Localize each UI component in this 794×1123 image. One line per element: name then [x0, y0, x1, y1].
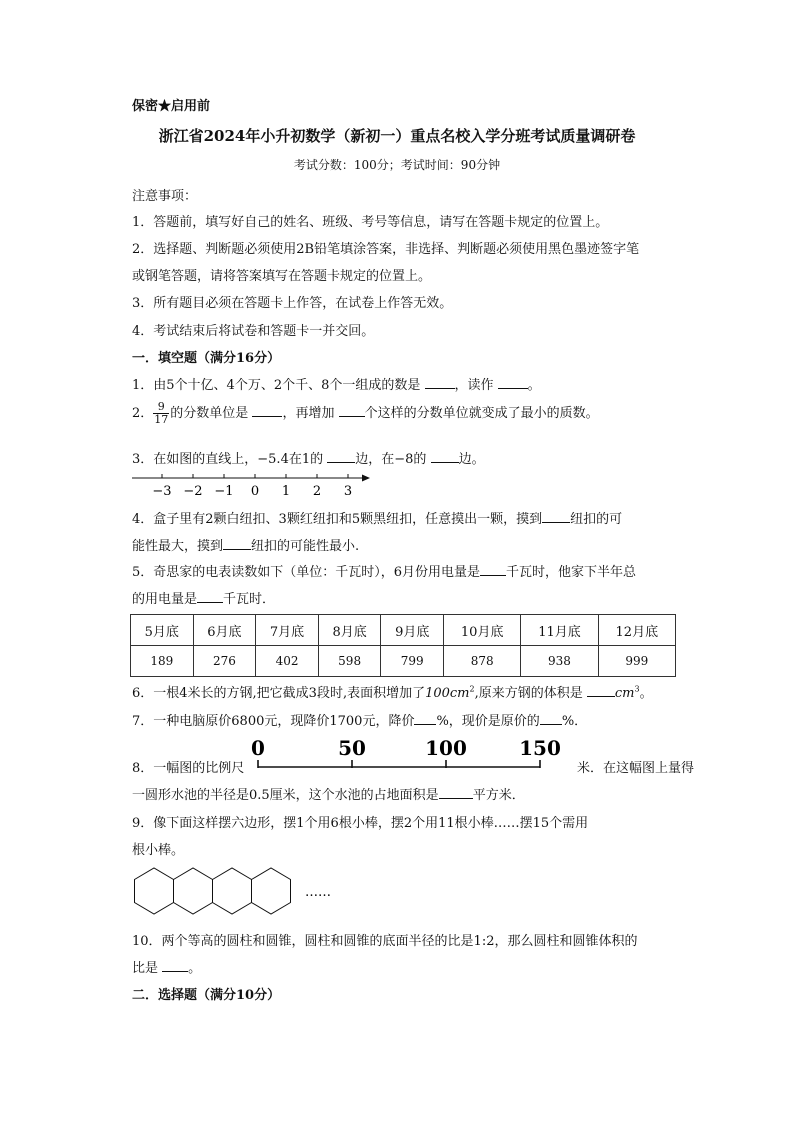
answer-blank[interactable]	[425, 376, 455, 389]
answer-blank[interactable]	[480, 563, 506, 576]
question-5-line1: 5．奇思家的电表读数如下（单位：千瓦时），6月份用电量是 千瓦时，他家下半年总	[132, 565, 637, 580]
note-2-line2: 或钢笔答题，请将答案填写在答题卡规定的位置上。	[132, 269, 432, 284]
number-line-label: 3	[343, 484, 353, 499]
answer-blank[interactable]	[197, 590, 223, 603]
answer-blank[interactable]	[587, 684, 615, 697]
table-cell: 938	[521, 646, 598, 677]
answer-blank[interactable]	[339, 404, 365, 417]
answer-blank[interactable]	[223, 537, 251, 550]
question-3: 3．在如图的直线上，−5.4在1的 边，在−8的 边。	[132, 452, 485, 467]
table-cell: 402	[256, 646, 319, 677]
table-row-months	[131, 615, 676, 646]
question-9-line1: 9．像下面这样摆六边形，摆1个用6根小棒，摆2个用11根小棒……摆15个需用	[132, 816, 589, 831]
scale-label: 0	[251, 736, 265, 760]
question-7: 7．一种电脑原价6800元，现降价1700元，降价 %，现价是原价的 %．	[132, 714, 588, 729]
note-2-line1: 2．选择题、判断题必须使用2B铅笔填涂答案，非选择、判断题必须使用黑色墨迹签字笔	[132, 242, 640, 257]
note-3: 3．所有题目必须在答题卡上作答，在试卷上作答无效。	[132, 296, 453, 311]
question-8-unit: 米．在这幅图上量得	[577, 761, 695, 776]
question-8-label: 8．一幅图的比例尺	[132, 761, 245, 776]
answer-blank[interactable]	[439, 786, 473, 799]
ellipsis-dots: ……	[305, 885, 331, 900]
question-1: 1．由5个十亿、4个万、2个千、8个一组成的数是 ，读作 。	[132, 378, 541, 393]
number-line	[130, 470, 380, 502]
number-line-label: −2	[183, 484, 203, 499]
answer-blank[interactable]	[431, 450, 459, 463]
question-5-line2: 的用电量是 千瓦时．	[132, 592, 276, 607]
table-cell: 10月底	[444, 615, 521, 646]
table-cell: 11月底	[521, 615, 598, 646]
answer-blank[interactable]	[414, 712, 436, 725]
number-line-label: 1	[281, 484, 291, 499]
answer-blank[interactable]	[498, 376, 528, 389]
answer-blank[interactable]	[162, 959, 188, 972]
scale-label: 50	[338, 736, 366, 760]
answer-blank[interactable]	[327, 450, 355, 463]
hexagon-shape	[213, 868, 252, 914]
number-line-label: 0	[250, 484, 260, 499]
table-cell: 7月底	[256, 615, 319, 646]
answer-blank[interactable]	[252, 404, 282, 417]
notes-heading: 注意事项：	[132, 189, 198, 204]
note-4: 4．考试结束后将试卷和答题卡一并交回。	[132, 324, 375, 339]
exam-info: 考试分数：100分；考试时间：90分钟	[293, 158, 501, 172]
scale-label: 100	[425, 736, 467, 760]
table-cell: 5月底	[131, 615, 194, 646]
question-2: 2． $\frac{9}{17}$ 的分数单位是 ，再增加 个这样的分数单位就变成了最小的质数。	[132, 400, 599, 426]
question-9-line2: 根小棒。	[132, 843, 185, 858]
scale-label: 150	[519, 736, 561, 760]
note-1: 1．答题前，填写好自己的姓名、班级、考号等信息，请写在答题卡规定的位置上。	[132, 215, 609, 230]
hexagon-figure	[130, 864, 350, 920]
meter-reading-table	[130, 614, 676, 677]
table-cell: 8月底	[318, 615, 381, 646]
question-6: 6．一根4米长的方钢,把它截成3段时,表面积增加了$100cm^2$,原来方钢的体积是 $cm^3$。	[132, 684, 653, 701]
number-line-label: −3	[152, 484, 172, 499]
answer-blank[interactable]	[540, 712, 562, 725]
table-cell: 799	[381, 646, 444, 677]
hexagon-shape	[252, 868, 291, 914]
section2-heading: 二．选择题（满分10分）	[132, 988, 281, 1003]
table-cell: 12月底	[598, 615, 675, 646]
number-line-label: 2	[312, 484, 322, 499]
answer-blank[interactable]	[542, 510, 570, 523]
hexagon-shape	[135, 868, 174, 914]
question-10-line2: 比是 。	[132, 961, 202, 976]
question-4-line2: 能性最大，摸到 纽扣的可能性最小.	[132, 539, 360, 554]
fraction: $\frac{9}{17}$	[154, 400, 169, 426]
table-row-readings	[131, 646, 676, 677]
table-cell: 276	[193, 646, 256, 677]
number-line-label: −1	[214, 484, 234, 499]
table-cell: 878	[444, 646, 521, 677]
table-cell: 9月底	[381, 615, 444, 646]
question-8-line2: 一圆形水池的半径是0.5厘米，这个水池的占地面积是 平方米．	[132, 788, 525, 803]
section1-heading: 一．填空题（满分16分）	[132, 351, 281, 366]
arrow-right-icon	[362, 475, 370, 482]
table-cell: 6月底	[193, 615, 256, 646]
table-cell: 598	[318, 646, 381, 677]
hexagon-shape	[174, 868, 213, 914]
question-4-line1: 4．盒子里有2颗白纽扣、3颗红纽扣和5颗黑纽扣，任意摸出一颗，摸到 纽扣的可	[132, 512, 623, 527]
table-cell: 189	[131, 646, 194, 677]
confidential-label: 保密★启用前	[132, 99, 211, 114]
page-title: 浙江省2024年小升初数学（新初一）重点名校入学分班考试质量调研卷	[158, 127, 636, 145]
table-cell: 999	[598, 646, 675, 677]
question-10-line1: 10．两个等高的圆柱和圆锥，圆柱和圆锥的底面半径的比是1:2，那么圆柱和圆锥体积的	[132, 934, 638, 949]
scale-bar	[244, 736, 562, 774]
